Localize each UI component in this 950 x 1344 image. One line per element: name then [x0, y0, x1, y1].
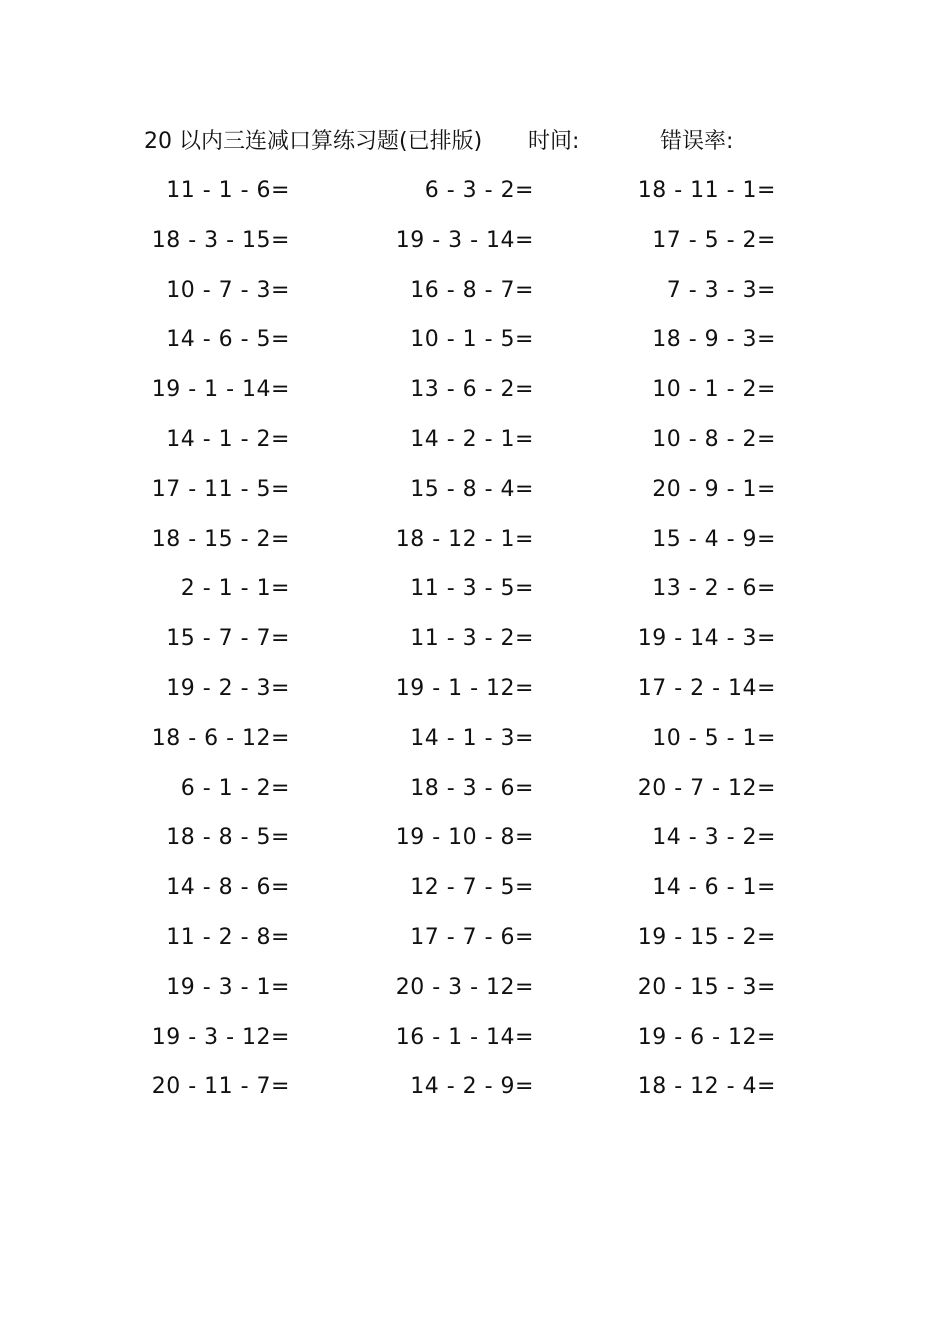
problem-item: 16 - 1 - 14=: [395, 1024, 534, 1050]
problem-item: 19 - 15 - 2=: [637, 924, 776, 950]
problem-item: 13 - 2 - 6=: [652, 576, 776, 602]
problem-item: 14 - 2 - 9=: [410, 1074, 534, 1100]
problem-item: 18 - 6 - 12=: [151, 725, 290, 751]
problem-item: 7 - 3 - 3=: [666, 277, 776, 303]
problem-item: 19 - 3 - 1=: [166, 974, 290, 1000]
problem-item: 11 - 3 - 5=: [410, 576, 534, 602]
problem-row: [0, 1070, 950, 1120]
problem-item: 11 - 1 - 6=: [166, 178, 290, 203]
problem-item: 18 - 12 - 1=: [395, 526, 534, 552]
problem-item: 10 - 8 - 2=: [652, 426, 776, 452]
problem-item: 18 - 3 - 15=: [151, 227, 290, 253]
problem-item: 10 - 7 - 3=: [166, 277, 290, 303]
problem-row: [0, 871, 950, 921]
problem-row: [0, 274, 950, 324]
problem-item: 19 - 10 - 8=: [395, 825, 534, 851]
problem-item: 10 - 1 - 2=: [652, 377, 776, 403]
problem-item: 19 - 1 - 12=: [395, 675, 534, 701]
problem-row: [0, 523, 950, 573]
problem-row: [0, 722, 950, 772]
worksheet-header: [144, 126, 764, 158]
problem-row: [0, 174, 950, 224]
error-rate-label: 错误率:: [660, 129, 734, 154]
problem-item: 15 - 4 - 9=: [652, 526, 776, 552]
problem-item: 18 - 11 - 1=: [637, 178, 776, 203]
problem-row: [0, 373, 950, 423]
problem-item: 14 - 8 - 6=: [166, 875, 290, 901]
problem-item: 18 - 8 - 5=: [166, 825, 290, 851]
problem-row: [0, 572, 950, 622]
problem-item: 6 - 1 - 2=: [180, 775, 290, 801]
problem-item: 18 - 9 - 3=: [652, 327, 776, 353]
problem-item: 20 - 7 - 12=: [637, 775, 776, 801]
problem-row: [0, 323, 950, 373]
problem-item: 18 - 15 - 2=: [151, 526, 290, 552]
problem-row: [0, 672, 950, 722]
problem-item: 19 - 1 - 14=: [151, 377, 290, 403]
problem-item: 6 - 3 - 2=: [424, 178, 534, 203]
problem-row: [0, 1021, 950, 1071]
problem-item: 18 - 3 - 6=: [410, 775, 534, 801]
problem-item: 17 - 2 - 14=: [637, 675, 776, 701]
problem-item: 14 - 6 - 1=: [652, 875, 776, 901]
problem-item: 14 - 1 - 3=: [410, 725, 534, 751]
problem-item: 15 - 7 - 7=: [166, 626, 290, 652]
problem-row: [0, 423, 950, 473]
problem-item: 19 - 3 - 12=: [151, 1024, 290, 1050]
problem-item: 14 - 2 - 1=: [410, 426, 534, 452]
problem-item: 17 - 7 - 6=: [410, 924, 534, 950]
problem-row: [0, 772, 950, 822]
problem-item: 17 - 11 - 5=: [151, 476, 290, 502]
problem-item: 14 - 1 - 2=: [166, 426, 290, 452]
problem-item: 19 - 14 - 3=: [637, 626, 776, 652]
problem-item: 20 - 3 - 12=: [395, 974, 534, 1000]
worksheet-title: 20 以内三连减口算练习题(已排版): [144, 129, 483, 154]
problem-item: 19 - 6 - 12=: [637, 1024, 776, 1050]
problem-row: [0, 622, 950, 672]
problem-item: 19 - 3 - 14=: [395, 227, 534, 253]
problem-row: [0, 473, 950, 523]
problem-item: 20 - 15 - 3=: [637, 974, 776, 1000]
time-label: 时间:: [528, 129, 580, 154]
problem-row: [0, 971, 950, 1021]
problem-item: 10 - 1 - 5=: [410, 327, 534, 353]
problem-item: 19 - 2 - 3=: [166, 675, 290, 701]
problem-item: 20 - 11 - 7=: [151, 1074, 290, 1100]
problem-row: [0, 821, 950, 871]
problem-item: 20 - 9 - 1=: [652, 476, 776, 502]
problem-item: 17 - 5 - 2=: [652, 227, 776, 253]
problem-item: 12 - 7 - 5=: [410, 875, 534, 901]
problem-item: 15 - 8 - 4=: [410, 476, 534, 502]
problem-item: 18 - 12 - 4=: [637, 1074, 776, 1100]
problem-item: 14 - 3 - 2=: [652, 825, 776, 851]
problem-row: [0, 224, 950, 274]
problem-grid: [0, 174, 950, 1120]
problem-item: 2 - 1 - 1=: [180, 576, 290, 602]
problem-item: 16 - 8 - 7=: [410, 277, 534, 303]
problem-item: 14 - 6 - 5=: [166, 327, 290, 353]
problem-row: [0, 921, 950, 971]
problem-item: 11 - 3 - 2=: [410, 626, 534, 652]
problem-item: 10 - 5 - 1=: [652, 725, 776, 751]
problem-item: 13 - 6 - 2=: [410, 377, 534, 403]
problem-item: 11 - 2 - 8=: [166, 924, 290, 950]
